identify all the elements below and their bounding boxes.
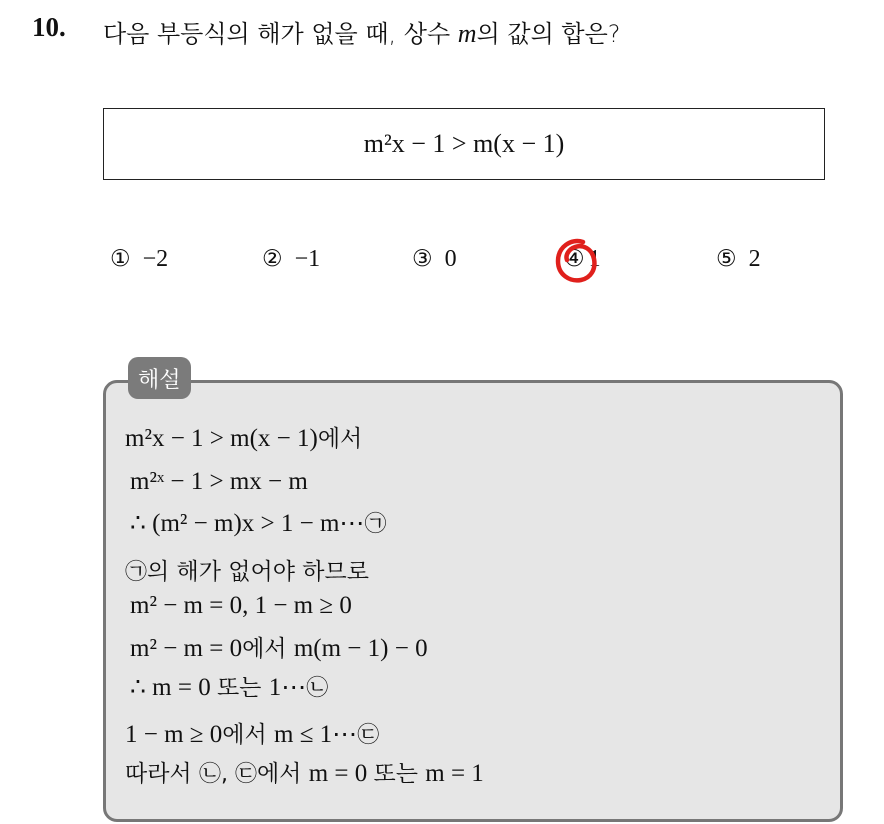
solution-line-8-math: 1 − m ≥ 0 bbox=[125, 721, 223, 748]
choice-3-value: 0 bbox=[444, 246, 457, 272]
solution-line-6 bbox=[130, 630, 428, 663]
question-variable: m bbox=[457, 19, 477, 48]
solution-line-9-text3: 또는 bbox=[373, 761, 426, 787]
choice-5[interactable] bbox=[716, 246, 761, 273]
choice-4-number: ④ bbox=[564, 246, 585, 272]
question-number: 10. bbox=[32, 12, 66, 42]
solution-line-7-math: ∴ m = 0 bbox=[130, 674, 217, 701]
solution-line-2-math: m²ˣ − 1 > mx − m bbox=[130, 468, 308, 495]
choice-4-value: 1 bbox=[588, 246, 601, 272]
solution-line-7-text: 또는 bbox=[216, 675, 269, 701]
solution-line-6-math2: m(m − 1) − 0 bbox=[293, 635, 428, 662]
solution-line-1-math: m²x − 1 > m(x − 1) bbox=[125, 425, 318, 452]
solution-line-7-mark: ㉡ bbox=[306, 676, 329, 701]
solution-line-9-text2: 에서 bbox=[256, 761, 309, 787]
solution-line-1 bbox=[125, 420, 362, 453]
question-text bbox=[103, 14, 621, 49]
solution-line-9-math3: m = 1 bbox=[425, 760, 484, 787]
choice-1-number: ① bbox=[110, 246, 131, 272]
given-inequality-box bbox=[103, 108, 825, 180]
choice-5-number: ⑤ bbox=[716, 246, 737, 272]
solution-line-4 bbox=[125, 553, 369, 586]
choice-5-value: 2 bbox=[748, 246, 761, 272]
choice-2-value: −1 bbox=[294, 246, 321, 272]
choice-1-value: −2 bbox=[142, 246, 169, 272]
solution-line-4-text: 의 해가 없어야 하므로 bbox=[147, 559, 369, 585]
solution-line-3-math: ∴ (m² − m)x > 1 − m⋯ bbox=[130, 510, 365, 537]
solution-line-9-math2: m = 0 bbox=[308, 760, 374, 787]
solution-line-3-mark: ㉠ bbox=[364, 512, 387, 537]
choice-3-number: ③ bbox=[412, 246, 433, 272]
solution-line-6-text: 에서 bbox=[242, 636, 294, 662]
solution-line-3 bbox=[130, 507, 386, 538]
solution-line-6-math: m² − m = 0 bbox=[130, 635, 243, 662]
solution-tag: 해설 bbox=[128, 357, 191, 399]
choice-1[interactable] bbox=[110, 246, 168, 273]
choice-2-number: ② bbox=[262, 246, 283, 272]
question-text-after: 의 값의 합은? bbox=[476, 20, 621, 48]
solution-line-8-text: 에서 bbox=[222, 722, 275, 748]
solution-line-8 bbox=[125, 716, 379, 749]
choice-3[interactable] bbox=[412, 246, 457, 273]
solution-line-4-mark: ㉠ bbox=[125, 560, 148, 585]
solution-line-5 bbox=[130, 592, 352, 620]
choice-2[interactable] bbox=[262, 246, 320, 273]
solution-line-8-mark: ㉢ bbox=[357, 723, 380, 748]
solution-line-2 bbox=[130, 468, 308, 496]
solution-line-1-text: 에서 bbox=[317, 426, 363, 452]
solution-line-9-text: 따라서 bbox=[125, 761, 199, 787]
solution-line-8-math2: m ≤ 1⋯ bbox=[274, 721, 358, 748]
solution-line-5-math: m² − m = 0, 1 − m ≥ 0 bbox=[130, 592, 352, 619]
solution-line-9-marks: ㉡, ㉢ bbox=[198, 762, 257, 787]
given-inequality: m²x − 1 > m(x − 1) bbox=[363, 129, 565, 158]
solution-line-9 bbox=[125, 755, 484, 788]
answer-mark-circle-icon bbox=[553, 236, 599, 286]
solution-line-7 bbox=[130, 669, 328, 702]
solution-line-7-math2: 1⋯ bbox=[268, 674, 307, 701]
question-text-before: 다음 부등식의 해가 없을 때, 상수 bbox=[103, 20, 458, 48]
